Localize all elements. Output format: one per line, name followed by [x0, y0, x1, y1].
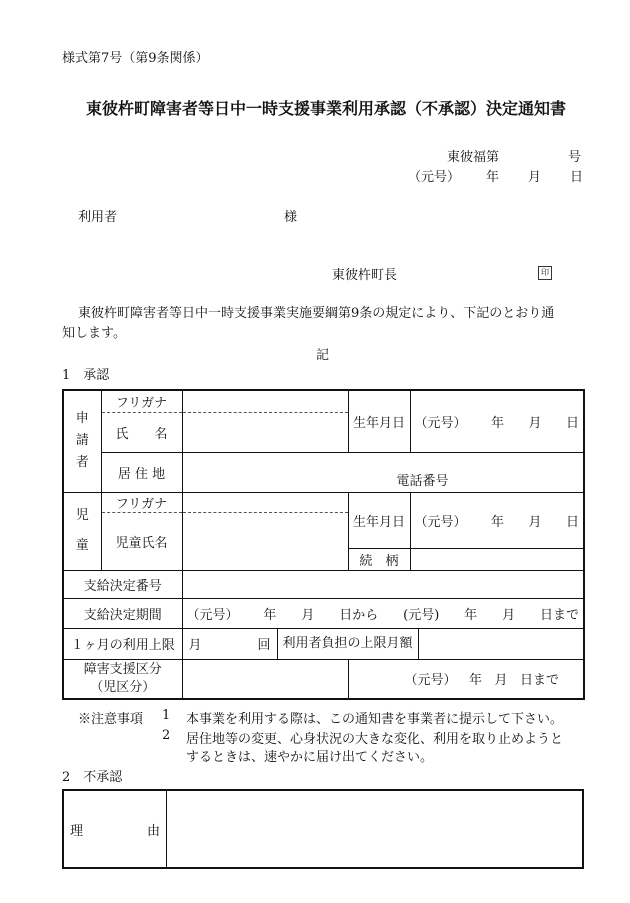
note2-number: 2: [162, 728, 171, 743]
furigana-label: フリガナ: [101, 390, 182, 412]
support-class-field[interactable]: [182, 659, 348, 699]
body-text-line2: 知します。: [62, 326, 126, 341]
child-section-label: 児 童: [63, 492, 101, 570]
relation-field[interactable]: [410, 548, 584, 570]
monthly-limit-row: [182, 628, 584, 659]
support-class-period-field[interactable]: （元号） 年 月 日まで: [348, 659, 584, 699]
address-label: 居 住 地: [101, 452, 182, 492]
decision-period-field[interactable]: （元号） 年 月 日から (元号) 年 月 日まで: [182, 598, 584, 628]
child-name-label: 児童氏名: [101, 512, 182, 570]
cost-cap-field[interactable]: [419, 629, 584, 659]
reason-label: 理 由: [64, 791, 167, 867]
support-class-label: 障害支援区分 （児区分）: [63, 659, 182, 699]
name-field[interactable]: [182, 412, 348, 452]
child-furigana-label: フリガナ: [101, 492, 182, 512]
form-number: 様式第7号（第9条関係）: [62, 51, 209, 66]
relation-label: 続 柄: [348, 548, 410, 570]
doc-number-prefix: 東彼福第: [447, 150, 500, 165]
note1-number: 1: [162, 708, 171, 723]
section2-heading: 2 不承認: [62, 770, 123, 785]
issue-date-era: （元号）: [408, 170, 461, 185]
decision-number-label: 支給決定番号: [63, 570, 182, 598]
issue-date-month: 月: [528, 170, 542, 185]
note2-text-line2: するときは、速やかに届け出てください。: [186, 750, 434, 765]
rejection-reason-box: [62, 789, 584, 869]
doc-number-suffix: 号: [568, 150, 582, 165]
recipient-honorific: 様: [284, 210, 298, 225]
applicant-section-label: 申 請 者: [63, 390, 101, 492]
child-furigana-field[interactable]: [182, 492, 348, 512]
seal-icon: 印: [538, 266, 552, 280]
monthly-limit-label: １ヶ月の利用上限: [63, 628, 182, 659]
ki-mark: 記: [316, 348, 330, 363]
section1-heading: 1 承認: [62, 368, 110, 383]
recipient-label: 利用者: [78, 210, 118, 225]
decision-period-label: 支給決定期間: [63, 598, 182, 628]
address-field[interactable]: [182, 452, 584, 492]
decision-number-field[interactable]: [182, 570, 584, 598]
cost-cap-label: 利用者負担の上限月額: [278, 629, 419, 659]
birth-date-field[interactable]: （元号） 年 月 日: [410, 390, 584, 452]
issuer-name: 東彼杵町長: [332, 268, 398, 283]
notes-label: ※注意事項: [78, 712, 144, 727]
reason-field[interactable]: [167, 791, 582, 867]
phone-label: 電話番号: [396, 473, 449, 489]
birth-label: 生年月日: [348, 390, 410, 452]
child-birth-label: 生年月日: [348, 492, 410, 548]
child-birth-date-field[interactable]: （元号） 年 月 日: [410, 492, 584, 548]
issue-date-year: 年: [486, 170, 500, 185]
seal-mark: [538, 264, 552, 280]
document-title: 東彼杵町障害者等日中一時支援事業利用承認（不承認）決定通知書: [86, 99, 567, 118]
monthly-limit-field[interactable]: 月 回: [183, 629, 278, 659]
approval-table: [62, 389, 585, 700]
note2-text-line1: 居住地等の変更、心身状況の大きな変化、利用を取り止めようと: [186, 732, 564, 747]
child-name-field[interactable]: [182, 512, 348, 570]
furigana-field[interactable]: [182, 390, 348, 412]
name-label: 氏 名: [101, 412, 182, 452]
body-text-line1: 東彼杵町障害者等日中一時支援事業実施要綱第9条の規定により、下記のとおり通: [78, 306, 555, 321]
issue-date-day: 日: [570, 170, 584, 185]
note1-text: 本事業を利用する際は、この通知書を事業者に提示して下さい。: [186, 712, 564, 727]
